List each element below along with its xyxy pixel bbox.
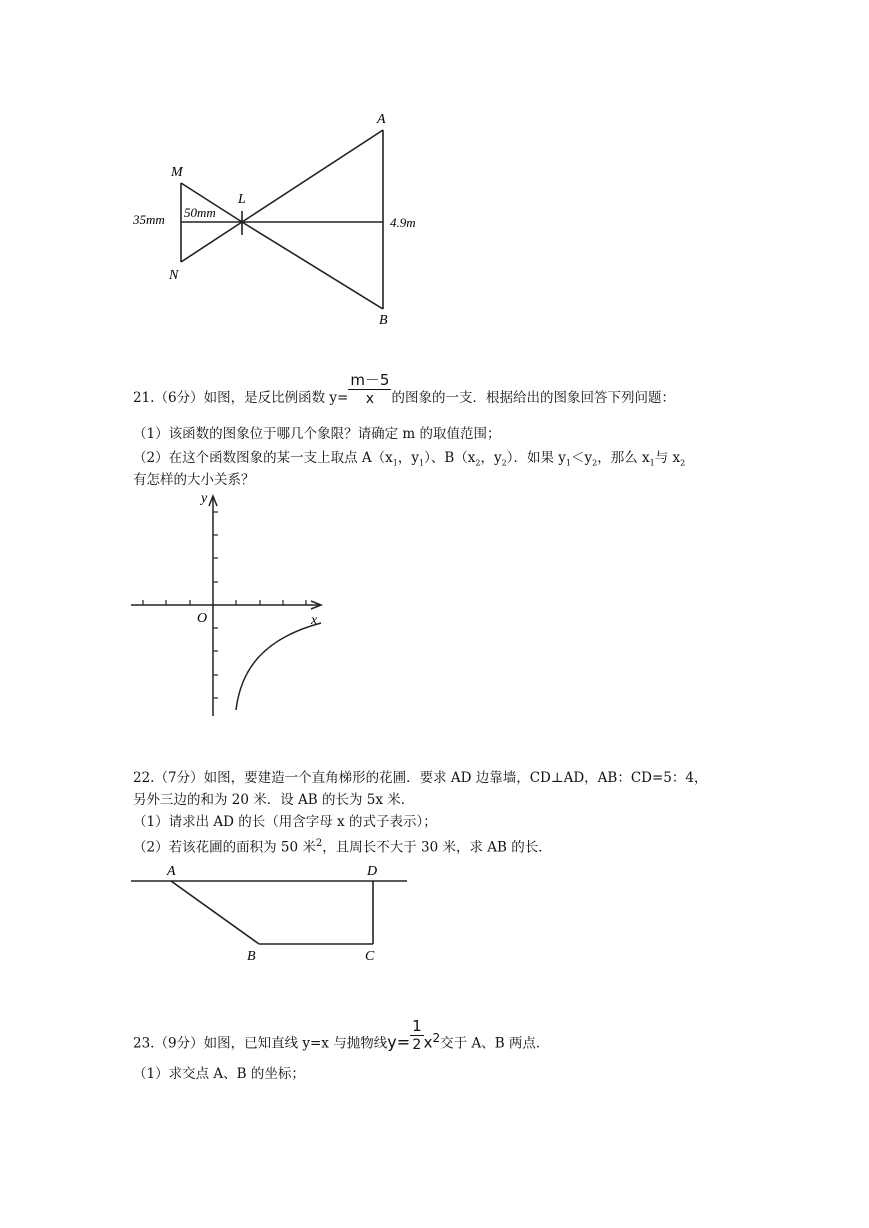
q23-eq-x: x bbox=[423, 1033, 433, 1052]
sub: 2 bbox=[501, 458, 507, 468]
label-b: B bbox=[379, 313, 388, 328]
label-a: A bbox=[377, 112, 386, 127]
q23-number: 23. bbox=[133, 1035, 155, 1052]
q23-stem bbox=[133, 1016, 550, 1054]
q21-score: （6分） bbox=[154, 390, 204, 406]
q21-frac-num: m－5 bbox=[350, 371, 390, 389]
q21-part2-d: ，y bbox=[480, 450, 502, 466]
q22-part2 bbox=[133, 835, 552, 857]
sup: 2 bbox=[315, 838, 323, 849]
q23-fraction bbox=[410, 1017, 424, 1054]
y-axis-label: y bbox=[201, 491, 208, 506]
sub: 2 bbox=[680, 458, 686, 468]
q23-frac-num: 1 bbox=[412, 1016, 422, 1035]
q21-part2-b: ，y bbox=[397, 450, 419, 466]
q23-part1: （1）求交点 A、B 的坐标； bbox=[133, 1066, 305, 1082]
q22-part1: （1）请求出 AD 的长（用含字母 x 的式子表示）； bbox=[133, 814, 437, 830]
q21-part2-a: （2）在这个函数图象的某一支上取点 A（x bbox=[133, 450, 393, 466]
q21-part2-c: ）、B（x bbox=[424, 450, 476, 466]
pinhole-figure bbox=[125, 105, 445, 335]
origin-label: O bbox=[197, 611, 208, 626]
dim-focal: 50mm bbox=[184, 205, 216, 220]
q23-intro: 如图，已知直线 y=x 与抛物线 bbox=[203, 1035, 388, 1052]
q22-score: （7分） bbox=[154, 770, 204, 786]
q22-line1-text: 如图，要建造一个直角梯形的花圃．要求 AD 边靠墙，CD⊥AD，AB：CD=5：4， bbox=[203, 770, 708, 786]
segment-la bbox=[242, 130, 383, 222]
q21-intro: 如图，是反比例函数 y= bbox=[203, 390, 349, 406]
q21-part2-f: ＜y bbox=[570, 450, 593, 466]
label-d: D bbox=[367, 864, 378, 879]
q21-part2-h: 与 x bbox=[654, 450, 681, 466]
q21-stem bbox=[133, 371, 675, 408]
q23-score: （9分） bbox=[154, 1035, 204, 1052]
label-n: N bbox=[169, 268, 179, 283]
q23-eq-sup: 2 bbox=[432, 1031, 441, 1045]
q21-number: 21. bbox=[133, 390, 155, 406]
sub: 2 bbox=[592, 458, 598, 468]
label-l: L bbox=[238, 192, 246, 207]
segment-nl bbox=[181, 222, 242, 262]
q22-part2-b: ，且周长不大于 30 米，求 AB 的长． bbox=[322, 839, 552, 856]
q21-part2-e: ）．如果 y bbox=[506, 450, 566, 466]
q23-eq-y: y= bbox=[387, 1032, 411, 1052]
sub: 1 bbox=[392, 458, 398, 468]
label-a: A bbox=[167, 864, 176, 879]
q22-line1 bbox=[133, 769, 707, 787]
x-axis-label: x bbox=[311, 613, 318, 628]
label-c: C bbox=[365, 949, 375, 964]
q23-tail: 交于 A、B 两点． bbox=[440, 1035, 550, 1052]
q21-part1: （1）该函数的图象位于哪几个象限？请确定 m 的取值范围； bbox=[133, 426, 501, 442]
sub: 1 bbox=[565, 458, 571, 468]
hyperbola-branch bbox=[236, 623, 321, 710]
q21-fraction bbox=[348, 371, 391, 408]
dim-left: 35mm bbox=[133, 212, 165, 227]
label-b: B bbox=[247, 949, 256, 964]
label-m: M bbox=[171, 165, 183, 180]
trapezoid-figure bbox=[125, 860, 415, 970]
segment-ab bbox=[171, 881, 259, 944]
q22-line2: 另外三边的和为 20 米．设 AB 的长为 5x 米． bbox=[133, 792, 415, 808]
q22-part2-a: （2）若该花圃的面积为 50 米 bbox=[133, 839, 316, 856]
sub: 1 bbox=[649, 458, 655, 468]
q21-part2 bbox=[133, 449, 685, 473]
q23-frac-den: 2 bbox=[412, 1036, 422, 1053]
sub: 2 bbox=[475, 458, 481, 468]
q21-tail: 的图象的一支．根据给出的图象回答下列问题： bbox=[391, 390, 675, 406]
sub: 1 bbox=[418, 458, 425, 468]
q21-part2-line2: 有怎样的大小关系？ bbox=[133, 472, 255, 488]
q22-number: 22. bbox=[133, 770, 155, 786]
dim-right: 4.9m bbox=[390, 215, 416, 230]
q21-part2-g: ，那么 x bbox=[597, 450, 650, 466]
segment-lb bbox=[242, 222, 383, 309]
hyperbola-graph bbox=[125, 488, 335, 723]
q21-frac-den: x bbox=[365, 391, 375, 407]
